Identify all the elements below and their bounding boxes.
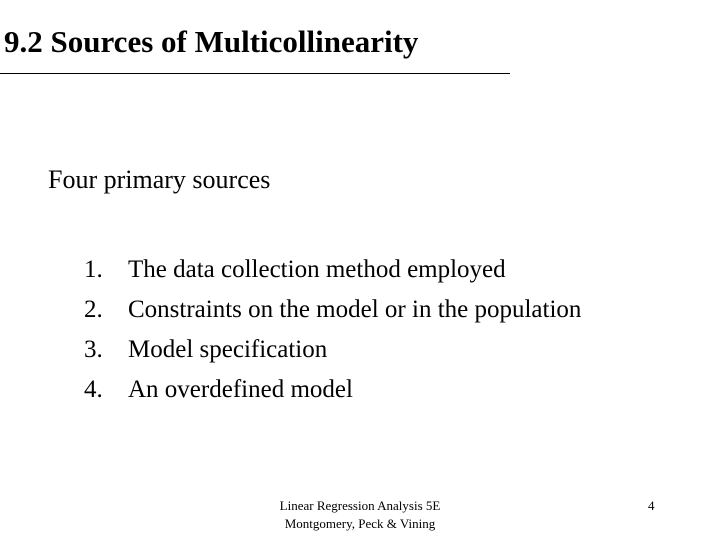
list-item-number: 1. — [84, 256, 103, 283]
list-item-text: The data collection method employed — [128, 256, 506, 283]
list-item-number: 4. — [84, 376, 103, 403]
list-item — [84, 376, 581, 416]
list-item — [84, 336, 581, 376]
sources-list — [84, 256, 581, 416]
footer-citation — [260, 497, 460, 533]
list-item-number: 3. — [84, 336, 103, 363]
list-item-text: Model specification — [128, 336, 328, 363]
footer-authors: Montgomery, Peck & Vining — [284, 516, 436, 531]
footer-book-title: Linear Regression Analysis 5E — [279, 498, 441, 513]
page-number: 4 — [648, 498, 655, 513]
subheading: Four primary sources — [48, 165, 271, 194]
slide-title: 9.2 Sources of Multicollinearity — [4, 24, 419, 59]
title-underline — [0, 73, 510, 74]
list-item-number: 2. — [84, 296, 103, 323]
list-item-text: An overdefined model — [128, 376, 353, 403]
list-item-text: Constraints on the model or in the population — [128, 296, 582, 323]
list-item — [84, 296, 581, 336]
list-item — [84, 256, 581, 296]
